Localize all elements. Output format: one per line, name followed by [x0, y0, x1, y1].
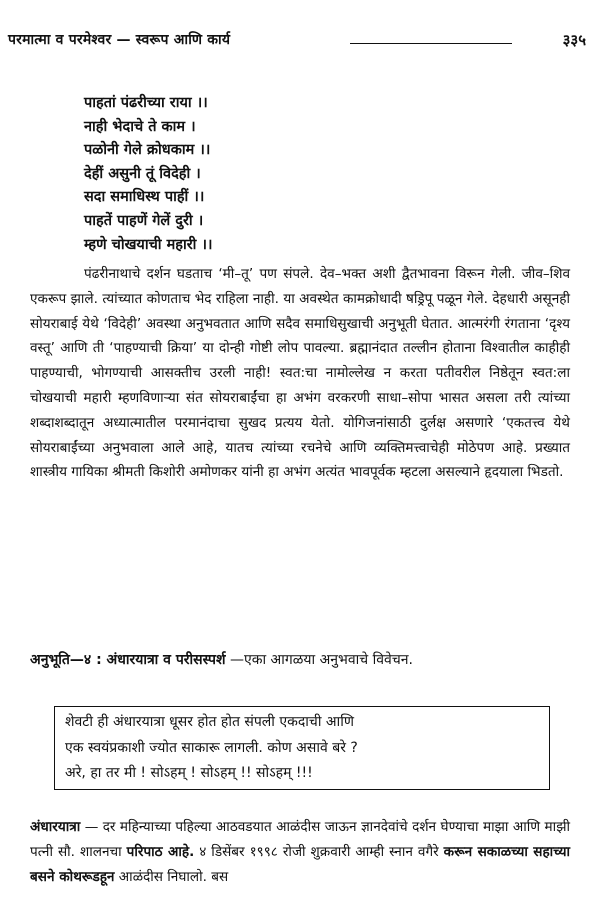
paragraph-lead: अंधारयात्रा — [30, 819, 81, 835]
section-description: —एका आगळया अनुभवाचे विवेचन. — [225, 652, 413, 668]
verse-line: पळोनी गेले क्रोधकाम ।। — [84, 142, 211, 159]
quote-box — [54, 706, 550, 790]
quote-line: अरे, हा तर मी ! सोऽहम् ! सोऽहम् !! सोऽहम् !!! — [65, 765, 313, 781]
paragraph-text: — दर महिन्याच्या पहिल्या आठवडयात आळंदीस जाऊन ज्ञानदेवांचे दर्शन घेण्याचा माझा आणि माझी पत्नी सौ. शालनचा — [30, 819, 570, 860]
header-rule — [350, 43, 512, 44]
paragraph-text: ४ डिसेंबर १९९८ रोजी शुक्रवारी आम्ही स्नान वगैरे — [194, 843, 444, 860]
verse-line: पाहतां पंढरीच्या राया ।। — [84, 95, 208, 111]
paragraph-text-bold: परिपाठ आहे. — [126, 843, 195, 860]
running-header — [8, 30, 586, 54]
verse-line: पाहतें पाहणें गेलें दुरी । — [84, 212, 204, 229]
verse-line: म्हणे चोखयाची महारी ।। — [84, 236, 213, 253]
verse-line: नाही भेदाचे ते काम । — [84, 118, 196, 135]
quote-line: शेवटी ही अंधारयात्रा धूसर होत होत संपली एकदाची आणि — [65, 714, 354, 730]
verse-line: देहीं असुनी तूं विदेही । — [84, 165, 201, 182]
abhang-verses — [84, 92, 212, 257]
section-heading — [30, 648, 570, 672]
narrative-paragraph — [30, 815, 570, 889]
paragraph-text-bold: करून सकाळच्या सहाच्या बसने कोथरूडहून — [30, 843, 570, 885]
paragraph-text: पंढरीनाथाचे दर्शन घडताच ‘मी–तू’ पण संपले. देव–भक्त अशी द्वैतभावना विरून गेली. जीव–शिव एकरूप झाले. त्यांच्यात कोणताच भेद राहिला नाही. या अवस्थेत कामक्रोधादी षड्रिपू पळून गेले. देहधारी असूनही सोयराबाई येथे ‘विदेही’ अवस्था अनुभवतात आणि सदैव समाधिसुखाची अनुभूती घेतात. आत्मरंगी रंगताना ‘दृश्य वस्तू’ आणि ती ‘पाहण्याची क्रिया’ या दोन्ही गोष्टी लोप पावल्या. ब्रह्मानंदात तल्लीन होताना विश्वातील काहीही पाहण्याची, भोगण्याची आसक्तीच उरली नाही! स्वत:चा नामोल्लेख न करता पतीवरील निष्ठेतून स्वत:ला चोखयाची महारी म्हणविणाऱ्या संत सोयराबाईंचा हा अभंग वरकरणी साधा–सोपा भासत असला तरी त्यांच्या शब्दाशब्दातून अध्यात्मातील परमानंदाचा सुखद प्रत्यय येतो. योगिजनांसाठी दुर्लक्ष असणारे ‘एकतत्त्व येथे सोयराबाईंच्या अनुभवाला आले आहे, यातच त्यांच्या रचनेचे आणि व्यक्तिमत्त्वाचेही मोठेपण आहे. प्रख्यात शास्त्रीय गायिका श्रीमती किशोरी अमोणकर यांनी हा अभंग अत्यंत भावपूर्वक म्हटला असल्याने हृदयाला भिडतो. — [30, 266, 570, 481]
quote-line: एक स्वयंप्रकाशी ज्योत साकारू लागली. कोण असावे बरे ? — [65, 739, 358, 756]
commentary-paragraph — [30, 262, 570, 485]
verse-line: सदा समाधिस्थ पाहीं ।। — [84, 189, 205, 206]
paragraph-text: आळंदीस निघालो. बस — [114, 868, 229, 885]
header-title: परमात्मा व परमेश्वर — स्वरूप आणि कार्य — [8, 32, 231, 48]
page-number: ३३५ — [562, 31, 586, 49]
section-label: अनुभूति—४ : अंधारयात्रा व परीसस्पर्श — [30, 652, 226, 668]
